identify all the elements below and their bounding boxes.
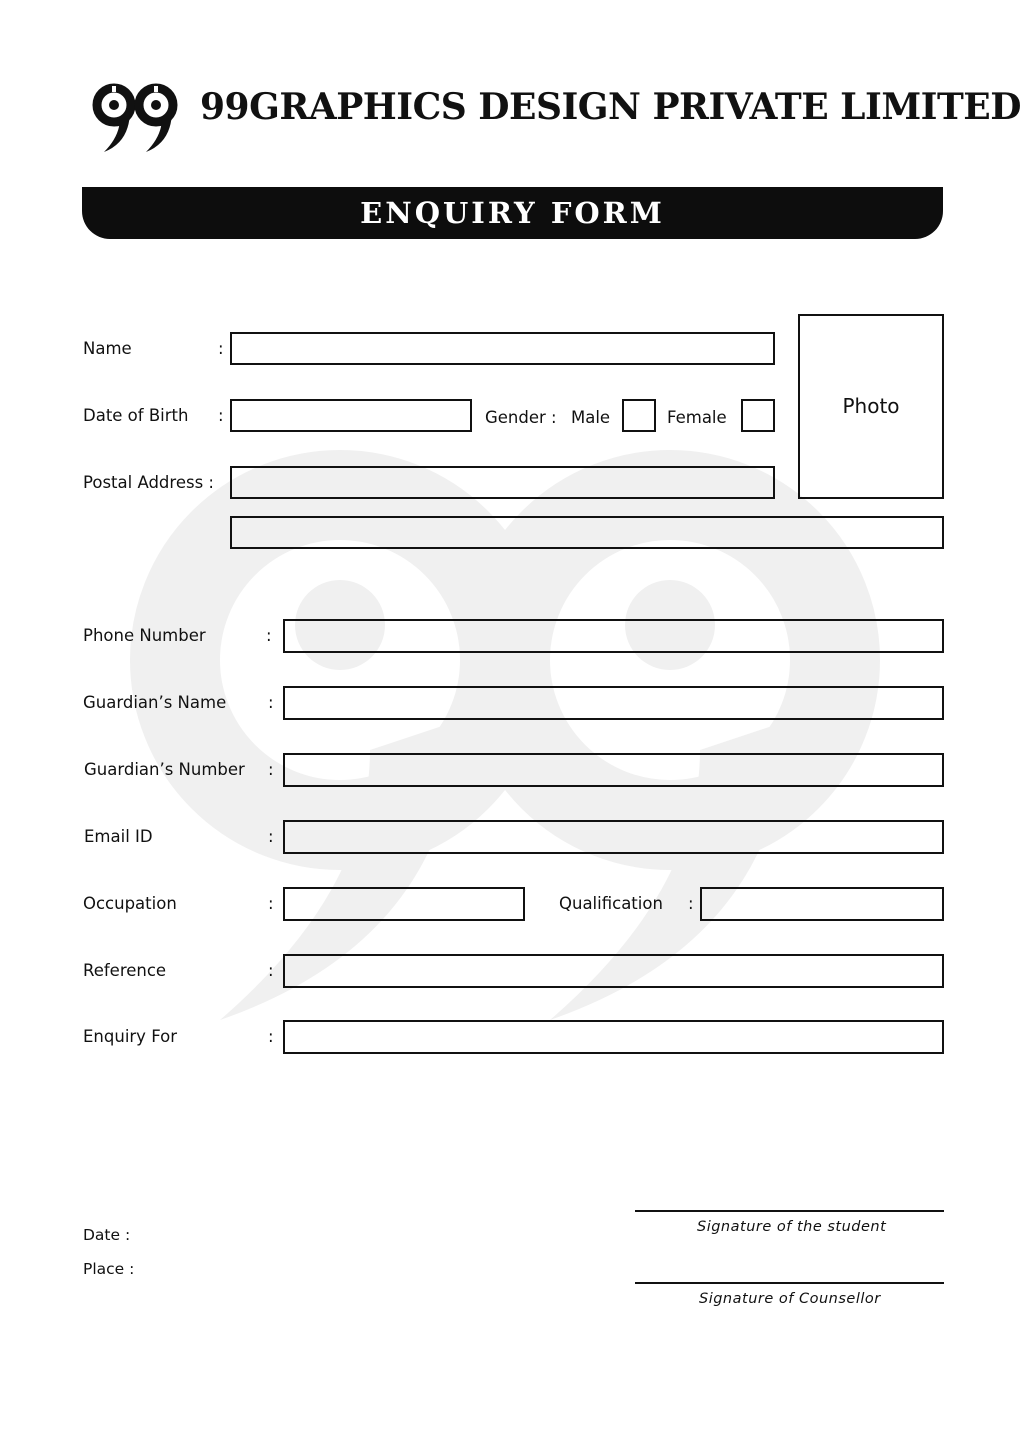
guardian-number-label: Guardian’s Number bbox=[84, 760, 245, 779]
gender-male-label: Male bbox=[571, 408, 611, 427]
phone-colon: : bbox=[266, 626, 272, 645]
postal-address-field-line2[interactable] bbox=[230, 516, 944, 549]
guardian-name-colon: : bbox=[268, 693, 274, 712]
photo-label: Photo bbox=[842, 393, 900, 418]
date-label: Date : bbox=[83, 1226, 131, 1244]
email-colon: : bbox=[268, 827, 274, 846]
dob-colon: : bbox=[218, 406, 224, 425]
enquiry-for-field[interactable] bbox=[283, 1020, 944, 1054]
watermark-logo-icon bbox=[120, 420, 910, 1030]
name-colon: : bbox=[218, 339, 224, 358]
dob-field[interactable] bbox=[230, 399, 472, 432]
student-signature-label: Signature of the student bbox=[697, 1219, 887, 1235]
gender-label: Gender : bbox=[485, 408, 557, 427]
occupation-field[interactable] bbox=[283, 887, 525, 921]
form-title: ENQUIRY FORM bbox=[360, 196, 665, 230]
email-field[interactable] bbox=[283, 820, 944, 854]
enquiry-for-colon: : bbox=[268, 1027, 274, 1046]
guardian-number-field[interactable] bbox=[283, 753, 944, 787]
gender-male-checkbox[interactable] bbox=[622, 399, 656, 432]
counsellor-signature-line[interactable] bbox=[635, 1282, 944, 1284]
gender-female-checkbox[interactable] bbox=[741, 399, 775, 432]
email-label: Email ID bbox=[84, 827, 153, 846]
reference-colon: : bbox=[268, 961, 274, 980]
postal-address-field-line1[interactable] bbox=[230, 466, 775, 499]
qualification-colon: : bbox=[688, 894, 694, 913]
guardian-name-label: Guardian’s Name bbox=[83, 693, 227, 712]
qualification-label: Qualification bbox=[559, 894, 663, 913]
reference-label: Reference bbox=[83, 961, 167, 980]
name-field[interactable] bbox=[230, 332, 775, 365]
postal-address-label: Postal Address : bbox=[83, 473, 214, 492]
company-name: 99GRAPHICS DESIGN PRIVATE LIMITED bbox=[200, 86, 1021, 128]
place-label: Place : bbox=[83, 1260, 135, 1278]
company-logo-icon bbox=[92, 80, 186, 156]
counsellor-signature-label: Signature of Counsellor bbox=[699, 1291, 881, 1307]
qualification-field[interactable] bbox=[700, 887, 944, 921]
occupation-label: Occupation bbox=[83, 894, 177, 913]
name-label: Name bbox=[83, 339, 132, 358]
student-signature-line[interactable] bbox=[635, 1210, 944, 1212]
reference-field[interactable] bbox=[283, 954, 944, 988]
guardian-number-colon: : bbox=[268, 760, 274, 779]
photo-box[interactable] bbox=[798, 314, 944, 499]
phone-field[interactable] bbox=[283, 619, 944, 653]
phone-label: Phone Number bbox=[83, 626, 206, 645]
enquiry-for-label: Enquiry For bbox=[83, 1027, 177, 1046]
gender-female-label: Female bbox=[667, 408, 727, 427]
form-title-banner bbox=[82, 187, 943, 239]
guardian-name-field[interactable] bbox=[283, 686, 944, 720]
dob-label: Date of Birth bbox=[83, 406, 189, 425]
occupation-colon: : bbox=[268, 894, 274, 913]
